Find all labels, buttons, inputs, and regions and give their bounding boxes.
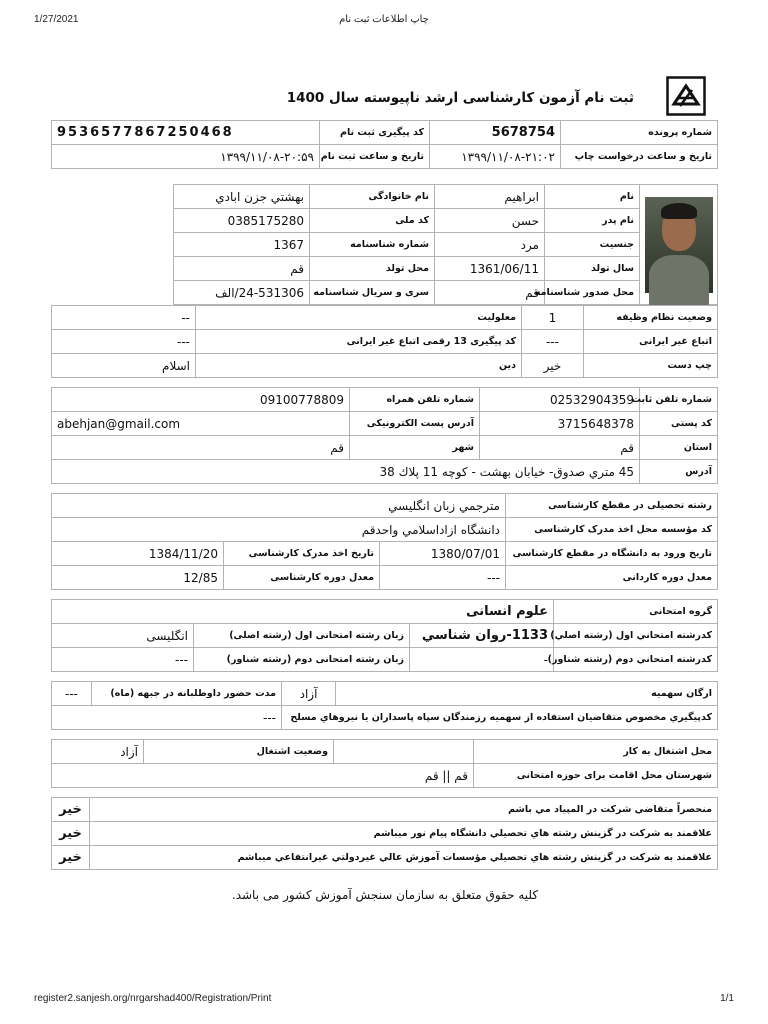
extra-value: خير bbox=[52, 846, 90, 870]
print-dt-label: تاریخ و ساعت درخواست چاپ bbox=[561, 145, 718, 169]
extra-label: منحصراً متقاضي شرکت در المپياد مي باشم bbox=[90, 798, 718, 822]
postal-value: 3715648378 bbox=[480, 412, 640, 436]
phone-label: شماره تلفن ثابت bbox=[640, 388, 718, 412]
registration-document bbox=[52, 72, 718, 902]
grad-date-value: 1384/11/20 bbox=[51, 542, 223, 566]
religion-label: دین bbox=[196, 354, 522, 378]
work-status-value: آزاد bbox=[52, 740, 144, 764]
father-label: نام پدر bbox=[545, 209, 640, 233]
sanjesh-logo-icon bbox=[666, 76, 706, 116]
province-label: استان bbox=[640, 436, 718, 460]
status-table bbox=[51, 305, 718, 378]
cert-no-value: 1367 bbox=[174, 233, 310, 257]
foreign-value: --- bbox=[522, 330, 584, 354]
file-no-label: شماره پرونده bbox=[561, 121, 718, 145]
birth-place-label: محل تولد bbox=[310, 257, 435, 281]
family-label: نام خانوادگی bbox=[310, 185, 435, 209]
contact-table bbox=[51, 387, 718, 484]
major-label: رشته تحصیلی در مقطع کارشناسی bbox=[506, 494, 718, 518]
group-value: علوم انسانی bbox=[51, 600, 553, 624]
applicant-photo bbox=[645, 197, 713, 293]
foreign-code-value: --- bbox=[52, 330, 196, 354]
foreign-code-label: کد پیگیری 13 رقمی اتباع غیر ایرانی bbox=[196, 330, 522, 354]
military-value: 1 bbox=[522, 306, 584, 330]
father-value: حسن bbox=[435, 209, 545, 233]
serial-value: 24-531306/الف bbox=[174, 281, 310, 305]
disability-label: معلولیت bbox=[196, 306, 522, 330]
personal-table bbox=[51, 184, 718, 305]
postal-label: کد پستی bbox=[640, 412, 718, 436]
tracking-label: کد پیگیری ثبت نام bbox=[320, 121, 430, 145]
print-footer bbox=[34, 993, 734, 1007]
work-table bbox=[51, 739, 718, 788]
education-table bbox=[51, 493, 718, 590]
print-url: register2.sanjesh.org/nrgarshad400/Registration/Print bbox=[34, 993, 272, 1004]
copyright-note: کلیه حقوق متعلق به سازمان سنجش آموزش کشور می باشد. bbox=[231, 888, 539, 902]
group-label: گروه امتحانی bbox=[554, 600, 718, 624]
exam-table bbox=[51, 599, 718, 672]
left-hand-value: خير bbox=[522, 354, 584, 378]
cert-no-label: شماره شناسنامه bbox=[310, 233, 435, 257]
org-value: آزاد bbox=[282, 682, 336, 706]
address-value: 45 متري صدوق- خيابان بهشت - کوچه 11 پلاك 38 bbox=[52, 460, 640, 484]
name-label: نام bbox=[545, 185, 640, 209]
religion-value: اسلام bbox=[52, 354, 196, 378]
name-value: ابراهيم bbox=[435, 185, 545, 209]
extras-table bbox=[51, 797, 718, 870]
extras-row bbox=[52, 822, 718, 846]
institute-label: کد مؤسسه محل اخذ مدرک کارشناسی bbox=[506, 518, 718, 542]
institute-value: دانشگاه ازاداسلامي واحدقم bbox=[51, 518, 505, 542]
front-value: --- bbox=[52, 682, 92, 706]
national-id-label: کد ملی bbox=[310, 209, 435, 233]
left-hand-label: چپ دست bbox=[584, 354, 718, 378]
tracking-value: 9536577867250468 bbox=[52, 121, 320, 145]
gender-label: جنسیت bbox=[545, 233, 640, 257]
grad-date-label: تاریخ اخذ مدرک کارشناسی bbox=[224, 542, 380, 566]
mobile-label: شماره تلفن همراه bbox=[350, 388, 480, 412]
work-place-label: محل اشتغال به کار bbox=[474, 740, 718, 764]
gpa-label: معدل دوره کارشناسی bbox=[224, 566, 380, 590]
disability-value: -- bbox=[52, 306, 196, 330]
residence-value: قم || قم bbox=[52, 764, 474, 788]
phone-value: 02532904359 bbox=[480, 388, 640, 412]
guard-value: --- bbox=[52, 706, 282, 730]
lang2-value: --- bbox=[51, 648, 193, 672]
lang1-label: زبان رشته امتحانی اول (رشته اصلی) bbox=[194, 624, 410, 648]
org-label: ارگان سهمیه bbox=[336, 682, 718, 706]
extras-row bbox=[52, 846, 718, 870]
issue-place-label: محل صدور شناسنامه bbox=[545, 281, 640, 305]
photo-cell bbox=[640, 185, 718, 305]
mobile-value: 09100778809 bbox=[52, 388, 350, 412]
work-status-label: وضعیت اشتغال bbox=[144, 740, 334, 764]
entry-date-label: تاریخ ورود به دانشگاه در مقطع کارشناسی bbox=[506, 542, 718, 566]
assoc-gpa-value: --- bbox=[380, 566, 506, 590]
guard-label: کدپيگيري مخصوص متقاضيان استفاده از سهميه رزمندگان سپاه پاسداران يا نيروهاي مسلح bbox=[282, 706, 718, 730]
print-date: 1/27/2021 bbox=[34, 14, 79, 25]
reg-dt-value: ۱۳۹۹/۱۱/۰۸-۲۰:۵۹ bbox=[52, 145, 320, 169]
province-value: قم bbox=[480, 436, 640, 460]
work-place-value bbox=[334, 740, 474, 764]
registration-table bbox=[51, 120, 718, 169]
field2-label: کدرشته امتحاني دوم (رشته شناور) bbox=[554, 648, 718, 672]
email-value: abehjan@gmail.com bbox=[52, 412, 350, 436]
entry-date-value: 1380/07/01 bbox=[380, 542, 506, 566]
issue-place-value: قم bbox=[435, 281, 545, 305]
reg-dt-label: تاریخ و ساعت ثبت نام bbox=[320, 145, 430, 169]
national-id-value: 0385175280 bbox=[174, 209, 310, 233]
print-dt-value: ۱۳۹۹/۱۱/۰۸-۲۱:۰۲ bbox=[430, 145, 561, 169]
birth-year-value: 1361/06/11 bbox=[435, 257, 545, 281]
print-header bbox=[34, 14, 734, 28]
extras-row bbox=[52, 798, 718, 822]
family-value: بهشتي جزن ابادي bbox=[174, 185, 310, 209]
city-label: شهر bbox=[350, 436, 480, 460]
serial-label: سری و سریال شناسنامه bbox=[310, 281, 435, 305]
military-label: وضعیت نظام وظیفه bbox=[584, 306, 718, 330]
title-row bbox=[52, 72, 718, 120]
extra-value: خير bbox=[52, 822, 90, 846]
page-title: ثبت نام آزمون کارشناسی ارشد ناپیوسته سال 1400 bbox=[286, 90, 634, 106]
gender-value: مرد bbox=[435, 233, 545, 257]
major-value: مترجمي زبان انگليسي bbox=[51, 494, 505, 518]
extra-label: علاقمند به شرکت در گزينش رشته هاي تحصيلي دانشگاه پيام نور ميباشم bbox=[90, 822, 718, 846]
foreign-label: اتباع غیر ایرانی bbox=[584, 330, 718, 354]
print-title: چاپ اطلاعات ثبت نام bbox=[339, 14, 429, 25]
email-label: آدرس پست الکترونیکی bbox=[350, 412, 480, 436]
lang2-label: زبان رشته امتحانی دوم (رشته شناور) bbox=[194, 648, 410, 672]
quota-table bbox=[51, 681, 718, 730]
extra-label: علاقمند به شرکت در گزينش رشته هاي تحصيلي مؤسسات آموزش عالي غيردولتي غيرانتفاعي ميباشم bbox=[90, 846, 718, 870]
print-page-number: 1/1 bbox=[720, 993, 734, 1004]
field1-value: 1133-روان شناسي bbox=[410, 624, 554, 648]
field2-value: - bbox=[410, 648, 554, 672]
birth-place-value: قم bbox=[174, 257, 310, 281]
gpa-value: 12/85 bbox=[51, 566, 223, 590]
field1-label: کدرشته امتحاني اول (رشته اصلي) bbox=[554, 624, 718, 648]
extra-value: خير bbox=[52, 798, 90, 822]
file-no-value: 5678754 bbox=[430, 121, 561, 145]
birth-year-label: سال تولد bbox=[545, 257, 640, 281]
lang1-value: انگلیسی bbox=[51, 624, 193, 648]
front-label: مدت حضور داوطلبانه در جبهه (ماه) bbox=[92, 682, 282, 706]
assoc-gpa-label: معدل دوره کاردانی bbox=[506, 566, 718, 590]
address-label: آدرس bbox=[640, 460, 718, 484]
residence-label: شهرستان محل اقامت برای حوزه امتحانی bbox=[474, 764, 718, 788]
city-value: قم bbox=[52, 436, 350, 460]
